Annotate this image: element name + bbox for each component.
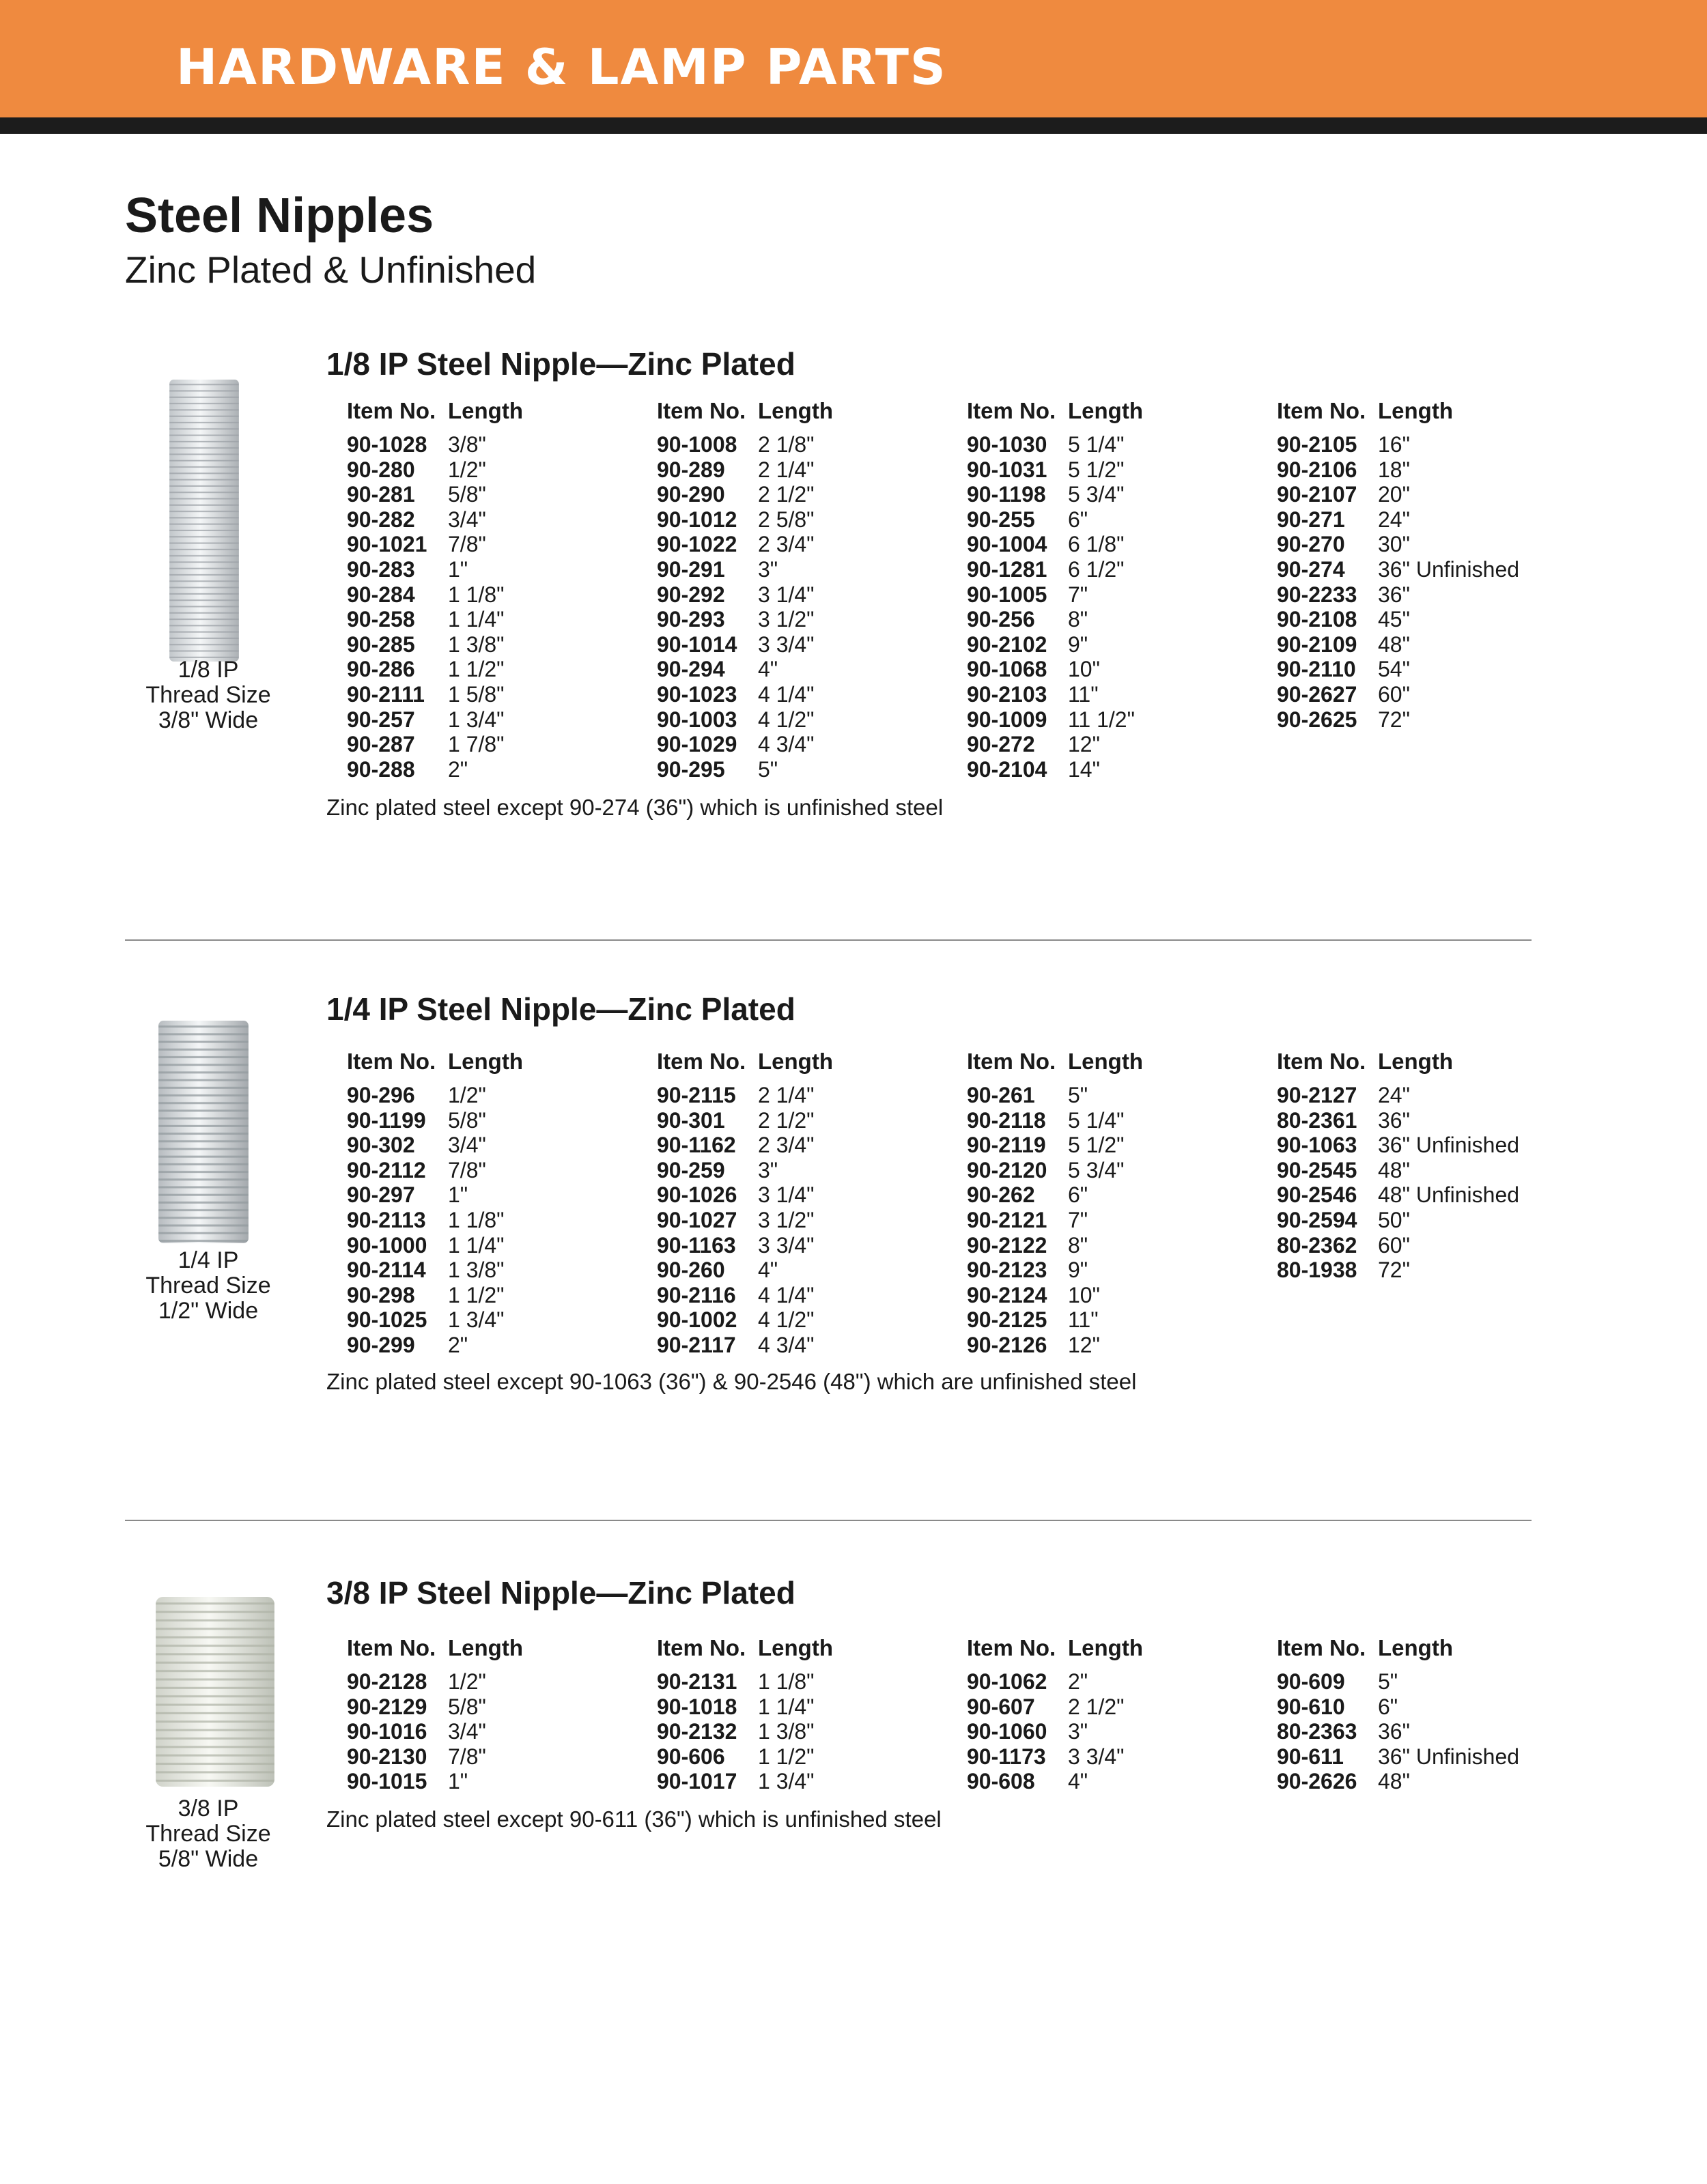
table-row: 90-1018 1 1/4" xyxy=(657,1694,815,1719)
page-subtitle: Zinc Plated & Unfinished xyxy=(125,249,537,291)
table-row: 90-290 2 1/2" xyxy=(657,482,815,507)
table-row: 90-2119 5 1/2" xyxy=(967,1133,1125,1158)
section-divider xyxy=(125,939,1532,941)
table-row: 90-2127 24" xyxy=(1277,1083,1410,1107)
table-row: 80-2362 60" xyxy=(1277,1232,1410,1258)
parts-column xyxy=(347,1636,654,1794)
table-row: 90-2111 1 5/8" xyxy=(347,681,505,707)
table-row: 90-1029 4 3/4" xyxy=(657,732,815,757)
steel-nipple-image xyxy=(157,1021,250,1243)
table-row: 90-1031 5 1/2" xyxy=(967,457,1125,482)
table-row: 80-2363 36" xyxy=(1277,1719,1410,1744)
table-row: 90-1003 4 1/2" xyxy=(657,707,815,732)
table-row: 90-2545 48" xyxy=(1277,1157,1410,1182)
table-row: 90-2103 11" xyxy=(967,681,1099,707)
column-header: Item No. Length xyxy=(657,398,833,423)
table-row: 90-2110 54" xyxy=(1277,657,1410,682)
parts-column xyxy=(657,399,964,782)
table-row: 90-1030 5 1/4" xyxy=(967,432,1125,457)
table-row: 90-1000 1 1/4" xyxy=(347,1232,505,1258)
parts-column xyxy=(347,399,654,782)
column-header: Item No. Length xyxy=(1277,1635,1453,1660)
steel-nipple-icon xyxy=(168,380,240,662)
table-row: 90-2113 1 1/8" xyxy=(347,1207,505,1232)
table-row: 90-2106 18" xyxy=(1277,457,1410,482)
column-header: Item No. Length xyxy=(347,1049,523,1074)
table-row: 90-299 2" xyxy=(347,1332,468,1357)
table-row: 90-283 1" xyxy=(347,556,468,582)
table-row: 90-1026 3 1/4" xyxy=(657,1182,815,1208)
table-row: 90-270 30" xyxy=(1277,532,1410,557)
image-caption: 1/8 IP Thread Size 3/8" Wide xyxy=(145,657,271,733)
column-header: Item No. Length xyxy=(657,1635,833,1660)
table-row: 90-2121 7" xyxy=(967,1207,1088,1232)
table-row: 90-1005 7" xyxy=(967,582,1088,607)
table-row: 90-2108 45" xyxy=(1277,607,1410,632)
section-title: 1/4 IP Steel Nipple—Zinc Plated xyxy=(326,991,795,1027)
table-row: 90-2118 5 1/4" xyxy=(967,1107,1125,1133)
table-row: 90-271 24" xyxy=(1277,507,1410,532)
table-row: 90-294 4" xyxy=(657,657,778,682)
table-row: 90-1021 7/8" xyxy=(347,532,486,557)
table-row: 90-1012 2 5/8" xyxy=(657,507,815,532)
table-row: 90-2233 36" xyxy=(1277,582,1410,607)
table-row: 90-1004 6 1/8" xyxy=(967,532,1125,557)
table-row: 90-2117 4 3/4" xyxy=(657,1332,815,1357)
section-title: 3/8 IP Steel Nipple—Zinc Plated xyxy=(326,1575,795,1611)
parts-column xyxy=(1277,399,1584,732)
table-row: 90-2112 7/8" xyxy=(347,1157,486,1182)
table-row: 80-2361 36" xyxy=(1277,1107,1410,1133)
table-row: 90-259 3" xyxy=(657,1157,778,1182)
table-row: 90-2128 1/2" xyxy=(347,1669,486,1694)
table-row: 90-286 1 1/2" xyxy=(347,657,505,682)
image-caption: 1/4 IP Thread Size 1/2" Wide xyxy=(145,1247,271,1324)
table-row: 90-1008 2 1/8" xyxy=(657,432,815,457)
table-row: 90-295 5" xyxy=(657,756,778,782)
table-row: 80-1938 72" xyxy=(1277,1258,1410,1283)
table-row: 90-1028 3/8" xyxy=(347,432,486,457)
table-row: 90-292 3 1/4" xyxy=(657,582,815,607)
table-row: 90-258 1 1/4" xyxy=(347,607,505,632)
table-row: 90-1002 4 1/2" xyxy=(657,1307,815,1333)
column-header: Item No. Length xyxy=(967,1049,1143,1074)
table-row: 90-1068 10" xyxy=(967,657,1100,682)
table-row: 90-2105 16" xyxy=(1277,432,1410,457)
table-row: 90-1014 3 3/4" xyxy=(657,632,815,657)
table-row: 90-1163 3 3/4" xyxy=(657,1232,815,1258)
section-title: 1/8 IP Steel Nipple—Zinc Plated xyxy=(326,346,795,382)
table-row: 90-2122 8" xyxy=(967,1232,1088,1258)
section-divider xyxy=(125,1520,1532,1521)
table-row: 90-611 36" Unfinished xyxy=(1277,1744,1520,1769)
table-row: 90-2124 10" xyxy=(967,1282,1100,1307)
table-row: 90-606 1 1/2" xyxy=(657,1744,815,1769)
table-row: 90-260 4" xyxy=(657,1258,778,1283)
table-row: 90-257 1 3/4" xyxy=(347,707,505,732)
column-header: Item No. Length xyxy=(347,398,523,423)
table-row: 90-2130 7/8" xyxy=(347,1744,486,1769)
table-row: 90-296 1/2" xyxy=(347,1083,486,1107)
table-row: 90-2131 1 1/8" xyxy=(657,1669,815,1694)
table-row: 90-1199 5/8" xyxy=(347,1107,486,1133)
table-row: 90-2107 20" xyxy=(1277,482,1410,507)
table-row: 90-297 1" xyxy=(347,1182,468,1208)
table-row: 90-2109 48" xyxy=(1277,632,1410,657)
table-row: 90-2546 48" Unfinished xyxy=(1277,1182,1520,1208)
table-row: 90-288 2" xyxy=(347,756,468,782)
steel-nipple-image xyxy=(154,1597,276,1787)
parts-column xyxy=(657,1636,964,1794)
table-row: 90-1060 3" xyxy=(967,1719,1088,1744)
table-row: 90-607 2 1/2" xyxy=(967,1694,1125,1719)
banner-title: HARDWARE & LAMP PARTS xyxy=(176,38,947,96)
table-row: 90-2125 11" xyxy=(967,1307,1099,1333)
table-row: 90-2132 1 3/8" xyxy=(657,1719,815,1744)
table-row: 90-261 5" xyxy=(967,1083,1088,1107)
table-row: 90-1162 2 3/4" xyxy=(657,1133,815,1158)
table-row: 90-2627 60" xyxy=(1277,681,1410,707)
steel-nipple-icon xyxy=(157,1021,250,1243)
table-row: 90-1025 1 3/4" xyxy=(347,1307,505,1333)
parts-column xyxy=(967,399,1274,782)
table-row: 90-2120 5 3/4" xyxy=(967,1157,1125,1182)
column-header: Item No. Length xyxy=(1277,1049,1453,1074)
table-row: 90-298 1 1/2" xyxy=(347,1282,505,1307)
table-row: 90-2594 50" xyxy=(1277,1207,1410,1232)
parts-column xyxy=(657,1050,964,1358)
table-row: 90-1015 1" xyxy=(347,1769,468,1794)
table-row: 90-281 5/8" xyxy=(347,482,486,507)
table-row: 90-2102 9" xyxy=(967,632,1088,657)
parts-column xyxy=(1277,1050,1584,1283)
parts-column xyxy=(967,1636,1274,1794)
table-row: 90-1173 3 3/4" xyxy=(967,1744,1125,1769)
table-row: 90-291 3" xyxy=(657,556,778,582)
table-row: 90-1198 5 3/4" xyxy=(967,482,1125,507)
table-row: 90-287 1 7/8" xyxy=(347,732,505,757)
table-row: 90-1022 2 3/4" xyxy=(657,532,815,557)
page-title: Steel Nipples xyxy=(125,188,434,243)
table-row: 90-1063 36" Unfinished xyxy=(1277,1133,1520,1158)
table-row: 90-1017 1 3/4" xyxy=(657,1769,815,1794)
table-row: 90-280 1/2" xyxy=(347,457,486,482)
column-header: Item No. Length xyxy=(967,398,1143,423)
table-row: 90-262 6" xyxy=(967,1182,1088,1208)
column-header: Item No. Length xyxy=(967,1635,1143,1660)
parts-column xyxy=(967,1050,1274,1358)
table-row: 90-1027 3 1/2" xyxy=(657,1207,815,1232)
table-row: 90-284 1 1/8" xyxy=(347,582,505,607)
column-header: Item No. Length xyxy=(657,1049,833,1074)
table-row: 90-2626 48" xyxy=(1277,1769,1410,1794)
table-row: 90-301 2 1/2" xyxy=(657,1107,815,1133)
section-note: Zinc plated steel except 90-1063 (36") & 90-2546 (48") which are unfinished steel xyxy=(326,1369,1137,1394)
parts-column xyxy=(1277,1636,1584,1794)
section-note: Zinc plated steel except 90-274 (36") which is unfinished steel xyxy=(326,795,944,820)
table-row: 90-608 4" xyxy=(967,1769,1088,1794)
table-row: 90-1023 4 1/4" xyxy=(657,681,815,707)
table-row: 90-274 36" Unfinished xyxy=(1277,556,1520,582)
table-row: 90-2116 4 1/4" xyxy=(657,1282,815,1307)
table-row: 90-2114 1 3/8" xyxy=(347,1258,505,1283)
table-row: 90-2126 12" xyxy=(967,1332,1100,1357)
table-row: 90-272 12" xyxy=(967,732,1100,757)
banner-rule xyxy=(0,117,1707,134)
parts-column xyxy=(347,1050,654,1358)
table-row: 90-302 3/4" xyxy=(347,1133,486,1158)
table-row: 90-1016 3/4" xyxy=(347,1719,486,1744)
table-row: 90-256 8" xyxy=(967,607,1088,632)
table-row: 90-289 2 1/4" xyxy=(657,457,815,482)
steel-nipple-icon xyxy=(154,1597,276,1787)
steel-nipple-image xyxy=(168,380,240,662)
table-row: 90-255 6" xyxy=(967,507,1088,532)
table-row: 90-285 1 3/8" xyxy=(347,632,505,657)
table-row: 90-2115 2 1/4" xyxy=(657,1083,815,1107)
image-caption: 3/8 IP Thread Size 5/8" Wide xyxy=(145,1796,271,1872)
table-row: 90-1009 11 1/2" xyxy=(967,707,1135,732)
table-row: 90-2104 14" xyxy=(967,756,1100,782)
section-note: Zinc plated steel except 90-611 (36") which is unfinished steel xyxy=(326,1806,942,1832)
table-row: 90-610 6" xyxy=(1277,1694,1398,1719)
column-header: Item No. Length xyxy=(1277,398,1453,423)
table-row: 90-1281 6 1/2" xyxy=(967,556,1125,582)
table-row: 90-2625 72" xyxy=(1277,707,1410,732)
table-row: 90-2129 5/8" xyxy=(347,1694,486,1719)
table-row: 90-1062 2" xyxy=(967,1669,1088,1694)
table-row: 90-293 3 1/2" xyxy=(657,607,815,632)
table-row: 90-2123 9" xyxy=(967,1258,1088,1283)
column-header: Item No. Length xyxy=(347,1635,523,1660)
table-row: 90-282 3/4" xyxy=(347,507,486,532)
table-row: 90-609 5" xyxy=(1277,1669,1398,1694)
